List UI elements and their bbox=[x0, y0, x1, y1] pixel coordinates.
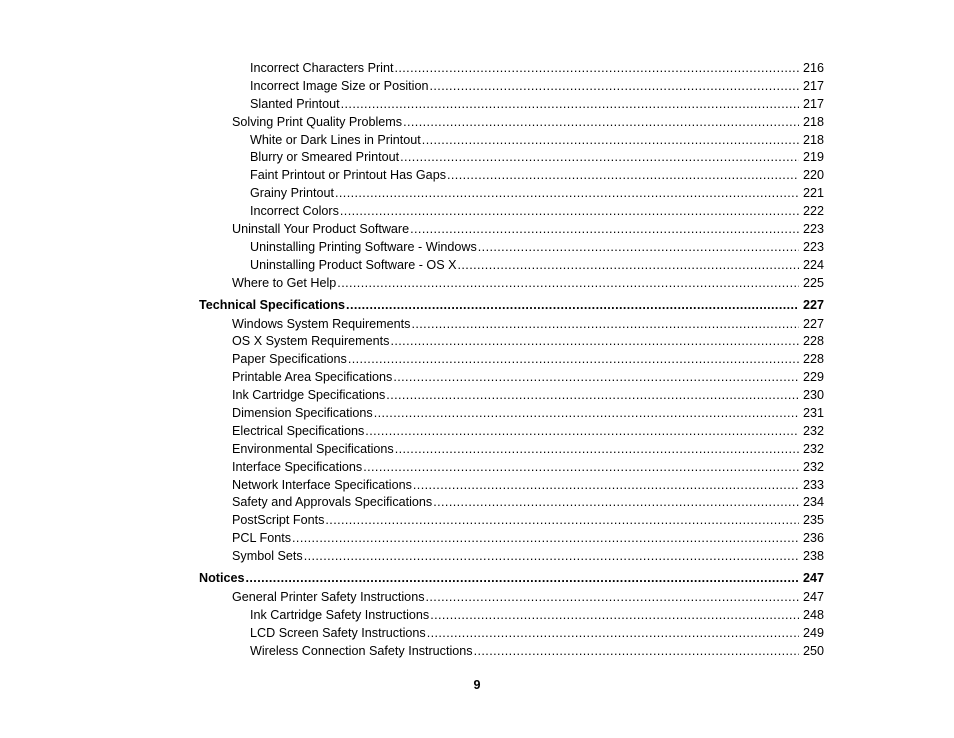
toc-entry-title: Incorrect Image Size or Position bbox=[250, 78, 429, 93]
toc-entry-page: 231 bbox=[802, 406, 824, 421]
toc-entry-title: LCD Screen Safety Instructions bbox=[250, 625, 426, 640]
toc-entry-title: Environmental Specifications bbox=[232, 441, 394, 456]
toc-dot-leader bbox=[246, 568, 799, 589]
toc-entry[interactable] bbox=[0, 239, 954, 257]
toc-entry-title: Windows System Requirements bbox=[232, 316, 411, 331]
toc-entry-page: 225 bbox=[802, 275, 824, 290]
toc-entry-page: 218 bbox=[802, 132, 824, 147]
toc-entry-title: Network Interface Specifications bbox=[232, 477, 412, 492]
toc-entry[interactable] bbox=[0, 607, 954, 625]
toc-entry-page: 222 bbox=[802, 204, 824, 219]
toc-dot-leader bbox=[411, 316, 799, 334]
toc-entry-page: 234 bbox=[802, 495, 824, 510]
toc-dot-leader bbox=[348, 351, 799, 369]
toc-entry-page: 238 bbox=[802, 549, 824, 564]
toc-entry-title: White or Dark Lines in Printout bbox=[250, 132, 421, 147]
toc-entry-page: 235 bbox=[802, 513, 824, 528]
toc-entry[interactable] bbox=[0, 167, 954, 185]
toc-entry-page: 223 bbox=[802, 222, 824, 237]
toc-entry-page: 250 bbox=[802, 643, 824, 658]
toc-entry-page: 223 bbox=[802, 239, 824, 254]
toc-entry[interactable] bbox=[0, 643, 954, 661]
toc-entry-title: Uninstall Your Product Software bbox=[232, 222, 410, 237]
toc-dot-leader bbox=[390, 333, 799, 351]
toc-dot-leader bbox=[340, 203, 799, 221]
toc-dot-leader bbox=[413, 477, 799, 495]
toc-dot-leader bbox=[304, 548, 799, 566]
toc-entry-page: 249 bbox=[802, 625, 824, 640]
toc-entry-title: OS X System Requirements bbox=[232, 334, 390, 349]
toc-entry-title: Uninstalling Product Software - OS X bbox=[250, 257, 457, 272]
toc-entry-title: Incorrect Characters Print bbox=[250, 61, 394, 75]
toc-entry[interactable] bbox=[0, 589, 954, 607]
toc-entry-title: Technical Specifications bbox=[199, 297, 346, 312]
toc-entry-page: 217 bbox=[802, 78, 824, 93]
toc-entry[interactable] bbox=[0, 316, 954, 334]
toc-entry-title: Ink Cartridge Specifications bbox=[232, 388, 386, 403]
toc-entry-page: 232 bbox=[802, 423, 824, 438]
toc-entry-title: Incorrect Colors bbox=[250, 204, 339, 219]
toc-entry-page: 229 bbox=[802, 370, 824, 385]
toc-dot-leader bbox=[422, 132, 799, 150]
toc-dot-leader bbox=[478, 239, 799, 257]
toc-entry-title: Symbol Sets bbox=[232, 549, 303, 564]
toc-entry-title: Where to Get Help bbox=[232, 275, 337, 290]
toc-entry-title: Wireless Connection Safety Instructions bbox=[250, 643, 473, 658]
toc-dot-leader bbox=[426, 589, 799, 607]
toc-entry[interactable] bbox=[0, 60, 954, 78]
toc-entry-page: 236 bbox=[802, 531, 824, 546]
toc-dot-leader bbox=[374, 405, 799, 423]
toc-entry[interactable] bbox=[0, 423, 954, 441]
toc-entry-page: 224 bbox=[802, 257, 824, 272]
toc-entry-title: Printable Area Specifications bbox=[232, 370, 393, 385]
toc-entry[interactable] bbox=[0, 494, 954, 512]
toc-dot-leader bbox=[292, 530, 799, 548]
toc-dot-leader bbox=[433, 494, 799, 512]
toc-entry[interactable] bbox=[0, 333, 954, 351]
toc-dot-leader bbox=[427, 625, 799, 643]
toc-dot-leader bbox=[335, 185, 799, 203]
toc-entry-page: 228 bbox=[802, 334, 824, 349]
toc-entry-title: Ink Cartridge Safety Instructions bbox=[250, 607, 430, 622]
toc-entry-title: Safety and Approvals Specifications bbox=[232, 495, 433, 510]
toc-section-entry[interactable] bbox=[0, 295, 954, 316]
toc-entry[interactable] bbox=[0, 78, 954, 96]
toc-entry[interactable] bbox=[0, 459, 954, 477]
toc-dot-leader bbox=[447, 167, 799, 185]
toc-entry-page: 248 bbox=[802, 607, 824, 622]
toc-entry-title: Dimension Specifications bbox=[232, 406, 373, 421]
toc-entry-page: 247 bbox=[802, 590, 824, 605]
toc-dot-leader bbox=[395, 441, 799, 459]
toc-dot-leader bbox=[474, 643, 799, 661]
toc-entry[interactable] bbox=[0, 185, 954, 203]
toc-entry[interactable] bbox=[0, 203, 954, 221]
toc-entry-page: 219 bbox=[802, 150, 824, 165]
toc-entry[interactable] bbox=[0, 114, 954, 132]
toc-entry-page: 232 bbox=[802, 459, 824, 474]
toc-entry[interactable] bbox=[0, 548, 954, 566]
toc-entry[interactable] bbox=[0, 530, 954, 548]
toc-entry[interactable] bbox=[0, 512, 954, 530]
toc-entry[interactable] bbox=[0, 625, 954, 643]
toc-dot-leader bbox=[363, 459, 799, 477]
toc-entry-title: Solving Print Quality Problems bbox=[232, 114, 403, 129]
toc-entry[interactable] bbox=[0, 132, 954, 150]
toc-entry[interactable] bbox=[0, 221, 954, 239]
toc-dot-leader bbox=[458, 257, 799, 275]
toc-entry-title: Uninstalling Printing Software - Windows bbox=[250, 239, 477, 254]
toc-entry-title: Notices bbox=[199, 571, 245, 586]
toc-entry-page: 228 bbox=[802, 352, 824, 367]
toc-entry[interactable] bbox=[0, 405, 954, 423]
toc-entry[interactable] bbox=[0, 149, 954, 167]
toc-entry[interactable] bbox=[0, 351, 954, 369]
toc-entry-title: PCL Fonts bbox=[232, 531, 292, 546]
table-of-contents bbox=[0, 60, 954, 661]
toc-entry-title: Faint Printout or Printout Has Gaps bbox=[250, 168, 446, 183]
toc-entry-page: 233 bbox=[802, 477, 824, 492]
toc-dot-leader bbox=[430, 607, 799, 625]
toc-entry-title: Paper Specifications bbox=[232, 352, 347, 367]
toc-entry-title: Blurry or Smeared Printout bbox=[250, 150, 400, 165]
toc-entry-title: PostScript Fonts bbox=[232, 513, 325, 528]
toc-dot-leader bbox=[410, 221, 799, 239]
toc-entry[interactable] bbox=[0, 369, 954, 387]
toc-entry-page: 220 bbox=[802, 168, 824, 183]
toc-dot-leader bbox=[430, 78, 799, 96]
toc-dot-leader bbox=[403, 114, 799, 132]
toc-entry-page: 227 bbox=[802, 316, 824, 331]
toc-dot-leader bbox=[386, 387, 799, 405]
toc-entry-page: 217 bbox=[802, 96, 824, 111]
toc-dot-leader bbox=[365, 423, 799, 441]
toc-dot-leader bbox=[394, 60, 799, 78]
toc-entry-title: Interface Specifications bbox=[232, 459, 363, 474]
toc-entry-page: 227 bbox=[802, 297, 824, 312]
toc-entry[interactable] bbox=[0, 441, 954, 459]
toc-dot-leader bbox=[346, 295, 799, 316]
toc-entry-page: 247 bbox=[802, 571, 824, 586]
toc-entry[interactable] bbox=[0, 477, 954, 495]
toc-entry-title: Grainy Printout bbox=[250, 186, 334, 201]
toc-entry-page: 221 bbox=[802, 186, 824, 201]
toc-entry-page: 216 bbox=[802, 61, 824, 75]
toc-entry-page: 232 bbox=[802, 441, 824, 456]
toc-entry-page: 230 bbox=[802, 388, 824, 403]
toc-dot-leader bbox=[337, 275, 799, 293]
toc-dot-leader bbox=[393, 369, 799, 387]
toc-dot-leader bbox=[325, 512, 799, 530]
toc-section-entry[interactable] bbox=[0, 568, 954, 589]
toc-dot-leader bbox=[341, 96, 799, 114]
toc-entry-title: General Printer Safety Instructions bbox=[232, 590, 425, 605]
toc-entry[interactable] bbox=[0, 387, 954, 405]
toc-entry-title: Electrical Specifications bbox=[232, 423, 365, 438]
toc-entry[interactable] bbox=[0, 275, 954, 293]
page-number: 9 bbox=[473, 678, 481, 692]
toc-entry-page: 218 bbox=[802, 114, 824, 129]
toc-entry[interactable] bbox=[0, 96, 954, 114]
toc-dot-leader bbox=[400, 149, 799, 167]
toc-entry-title: Slanted Printout bbox=[250, 96, 340, 111]
toc-entry[interactable] bbox=[0, 257, 954, 275]
